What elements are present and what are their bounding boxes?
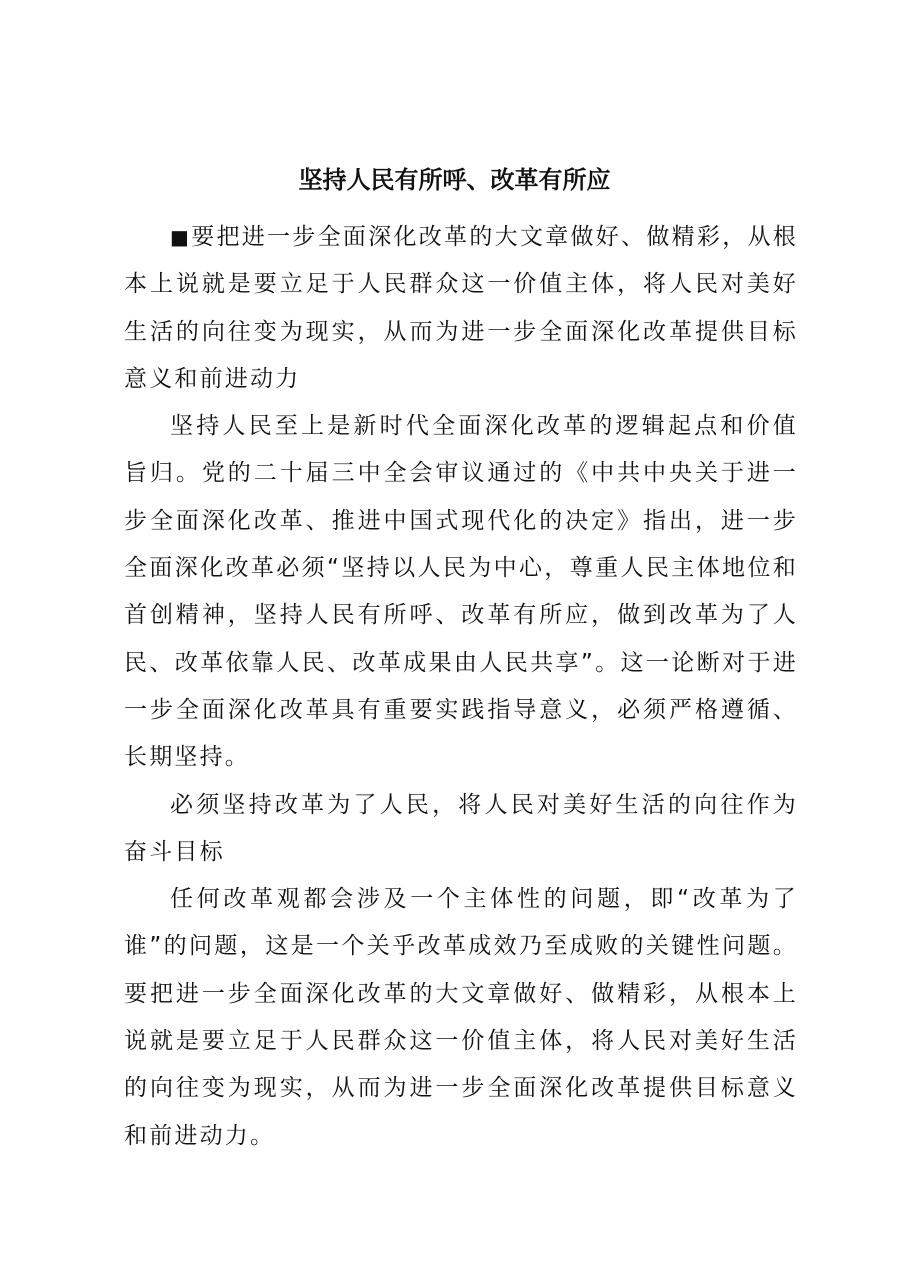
section-heading-paragraph: 必须坚持改革为了人民，将人民对美好生活的向往作为奋斗目标 [124,791,798,865]
document-body [124,214,798,1160]
square-bullet-icon: ■ [170,225,192,249]
document-title: 坚持人民有所呼、改革有所应 [298,165,611,194]
lead-paragraph-text: 要把进一步全面深化改革的大文章做好、做精彩，从根本上说就是要立足于人民群众这一价值主体，将人民对美好生活的向往变为现实，从而为进一步全面深化改革提供目标意义和前进动力 [124,224,798,392]
body-paragraph: 坚持人民至上是新时代全面深化改革的逻辑起点和价值旨归。党的二十届三中全会审议通过的《中共中央关于进一步全面深化改革、推进中国式现代化的决定》指出，进一步全面深化改革必须“坚持以人民为中心，尊重人民主体地位和首创精神，坚持人民有所呼、改革有所应，做到改革为了人民、改革依靠人民、改革成果由人民共享”。这一论断对于进一步全面深化改革具有重要实践指导意义，必须严格遵循、长期坚持。 [124,413,798,771]
lead-paragraph [124,214,798,403]
body-paragraph: 任何改革观都会涉及一个主体性的问题，即“改革为了谁”的问题，这是一个关乎改革成效乃至成败的关键性问题。要把进一步全面深化改革的大文章做好、做精彩，从根本上说就是要立足于人民群众这一价值主体，将人民对美好生活的向往变为现实，从而为进一步全面深化改革提供目标意义和前进动力。 [124,886,798,1149]
